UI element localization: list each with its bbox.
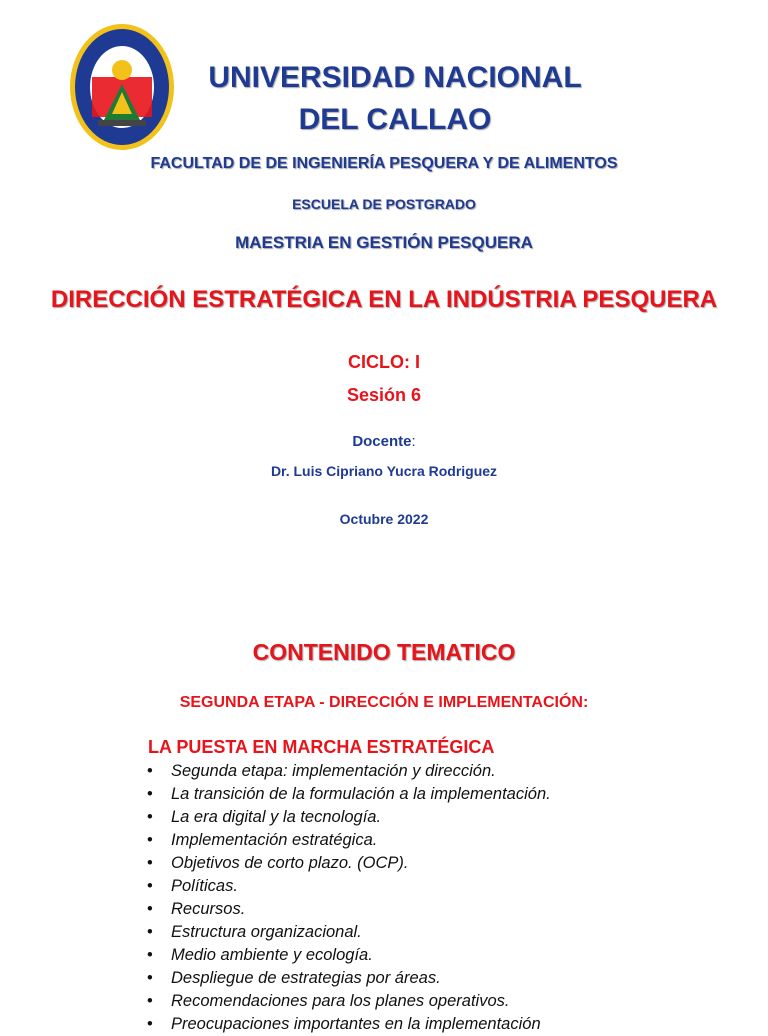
- list-item: • Preocupaciones importantes en la implementación: [145, 1013, 551, 1036]
- course-title: DIRECCIÓN ESTRATÉGICA EN LA INDÚSTRIA PESQUERA: [50, 286, 718, 313]
- cycle-label: CICLO: I: [348, 352, 420, 372]
- section-heading: LA PUESTA EN MARCHA ESTRATÉGICA: [148, 737, 495, 757]
- topic-list: [145, 760, 551, 1036]
- list-item: • Recomendaciones para los planes operativos.: [145, 990, 551, 1013]
- list-item: • Implementación estratégica.: [145, 829, 551, 852]
- list-item: • La era digital y la tecnología.: [145, 806, 551, 829]
- teacher-colon: :: [411, 433, 416, 450]
- teacher-name: Dr. Luis Cipriano Yucra Rodriguez: [270, 463, 498, 479]
- teacher-heading: [0, 433, 768, 450]
- teacher-label: Docente: [352, 433, 412, 450]
- date-label: Octubre 2022: [339, 511, 429, 527]
- list-item: • Estructura organizacional.: [145, 921, 551, 944]
- list-item: • Segunda etapa: implementación y dirección.: [145, 760, 551, 783]
- list-item: • Políticas.: [145, 875, 551, 898]
- program-name: MAESTRIA EN GESTIÓN PESQUERA: [235, 233, 533, 252]
- school-name: ESCUELA DE POSTGRADO: [292, 196, 476, 212]
- list-item: • Recursos.: [145, 898, 551, 921]
- session-label: Sesión 6: [346, 385, 422, 405]
- university-name-line2: DEL CALLAO: [298, 103, 492, 136]
- stage-heading: SEGUNDA ETAPA - DIRECCIÓN E IMPLEMENTACIÓN:: [179, 694, 589, 711]
- university-seal-logo: [68, 22, 176, 152]
- list-item: • Objetivos de corto plazo. (OCP).: [145, 852, 551, 875]
- list-item: • Despliegue de estrategias por áreas.: [145, 967, 551, 990]
- content-heading: CONTENIDO TEMATICO: [252, 639, 516, 665]
- list-item: • La transición de la formulación a la implementación.: [145, 783, 551, 806]
- list-item: • Medio ambiente y ecología.: [145, 944, 551, 967]
- faculty-name: FACULTAD DE DE INGENIERÍA PESQUERA Y DE ALIMENTOS: [150, 155, 618, 172]
- university-name-line1: UNIVERSIDAD NACIONAL: [208, 61, 582, 94]
